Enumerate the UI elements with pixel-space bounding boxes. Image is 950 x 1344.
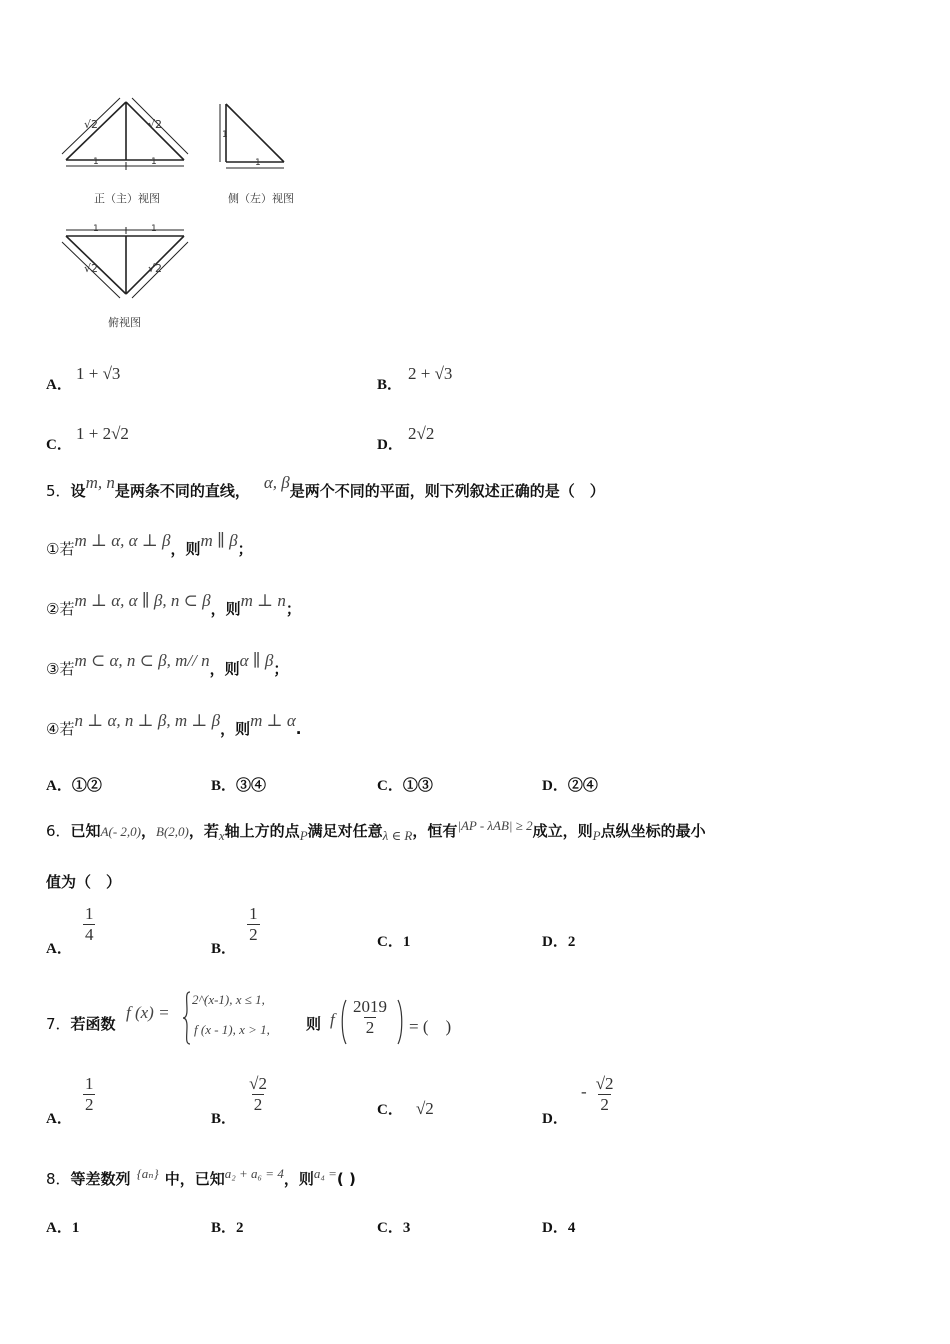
q7-option-b-letter: B． xyxy=(211,1111,237,1127)
q5-item-3-end: ； xyxy=(273,660,289,678)
q7-option-d-sign: - xyxy=(580,1082,587,1101)
q5-item-4-then: ，则 xyxy=(220,720,251,738)
q4-option-a-value: 1 + √3 xyxy=(76,364,121,383)
q5-item-1-concl: m ∥ β xyxy=(200,531,238,550)
q8-t3: ，则 xyxy=(283,1170,314,1188)
q7-option-b-den: 2 xyxy=(253,1095,263,1114)
q6-stem-line2: 值为（ ） xyxy=(46,873,122,891)
q8-sequence: {aₙ} xyxy=(136,1166,159,1181)
q6-lambda: λ ∈ R xyxy=(382,828,413,843)
q5-m-n: m, n xyxy=(85,473,115,492)
q8-option-c-letter: C． xyxy=(377,1220,403,1236)
q7-option-a-fraction xyxy=(83,1074,96,1115)
q5-option-a-letter: A． xyxy=(46,778,72,794)
q5-stem-mid: 是两条不同的直线， xyxy=(114,482,250,500)
top-edge-left-label: √2 xyxy=(84,262,99,275)
q7-option-d-fraction xyxy=(594,1074,616,1115)
side-height-label: 1 xyxy=(222,130,228,140)
q5-item-1-cond: m ⊥ α, α ⊥ β xyxy=(74,531,171,550)
q7-number: 7． xyxy=(46,1015,71,1033)
q4-option-d-letter: D． xyxy=(377,437,403,453)
q8-option-d-letter: D． xyxy=(542,1220,568,1236)
q6-p: P xyxy=(299,828,308,843)
q6-t2: ，若 xyxy=(188,822,219,840)
q7-option-c xyxy=(377,1098,434,1119)
q7-option-d xyxy=(542,1074,614,1127)
q6-option-d-value: 2 xyxy=(567,934,576,950)
q7-piecewise-brace xyxy=(182,990,192,1046)
q6-option-a-num: 1 xyxy=(84,904,94,923)
q7-t1: 若函数 xyxy=(70,1015,116,1033)
q5-item-2-then: ，则 xyxy=(210,600,241,618)
q4-option-b-value: 2 + √3 xyxy=(408,364,453,383)
q6-option-b-den: 2 xyxy=(249,925,258,944)
q5-item-2 xyxy=(46,591,301,619)
q5-item-3 xyxy=(46,651,289,679)
q5-item-2-end: ； xyxy=(285,600,301,618)
q7-case1: 2^(x-1), x ≤ 1, xyxy=(192,992,265,1007)
q7-tail: = ( ) xyxy=(409,1017,452,1036)
q5-item-1-end: ； xyxy=(237,540,253,558)
q8-t1: 等差数列 xyxy=(70,1170,131,1188)
front-view-figure xyxy=(60,96,190,174)
q5-option-c xyxy=(377,774,433,795)
q6-option-a-den: 4 xyxy=(84,925,94,944)
q8-stem xyxy=(46,1168,356,1189)
q7-option-a-num: 1 xyxy=(84,1074,94,1093)
q6-t1: 已知 xyxy=(70,822,101,840)
q5-item-4-end: . xyxy=(295,720,302,738)
q7-option-a xyxy=(46,1074,94,1127)
q6-point-a: A(- 2,0) xyxy=(100,824,141,839)
q7-option-b-num: √2 xyxy=(249,1074,267,1093)
q8-option-b-value: 2 xyxy=(236,1220,244,1236)
q5-option-a-value: ①② xyxy=(71,778,102,794)
q6-number: 6． xyxy=(46,822,71,840)
q5-stem-suffix: 是两个不同的平面，则下列叙述正确的是（ ） xyxy=(289,482,605,500)
q5-option-b-letter: B． xyxy=(211,778,237,794)
front-bottom-left-label: 1 xyxy=(93,157,99,167)
q6-option-a-fraction xyxy=(83,904,96,945)
q6-t4: 满足对任意 xyxy=(307,822,383,840)
q8-option-d-value: 4 xyxy=(567,1220,576,1236)
q5-option-a xyxy=(46,774,102,795)
q4-option-d-value: 2√2 xyxy=(408,424,435,443)
q7-f: f xyxy=(330,1010,335,1029)
q6-point-b: B(2,0) xyxy=(156,824,189,839)
q7-arg-den: 2 xyxy=(365,1018,375,1037)
front-bottom-right-label: 1 xyxy=(151,157,157,167)
q6-t7: 点纵坐标的最小 xyxy=(600,822,706,840)
q8-equation: a₂ + a₆ = 4 xyxy=(224,1166,284,1181)
q5-item-3-cond: m ⊂ α, n ⊂ β, m// n xyxy=(74,651,210,670)
q8-t2: 中，已知 xyxy=(164,1170,225,1188)
q8-option-a-letter: A． xyxy=(46,1220,72,1236)
q7-arg-fraction xyxy=(351,997,389,1038)
q6-x: x xyxy=(218,828,225,843)
q6-option-a-letter: A． xyxy=(46,941,72,957)
q6-option-a xyxy=(46,904,94,957)
q6-stem-line1 xyxy=(46,820,706,841)
top-right-label: 1 xyxy=(151,224,157,234)
q8-option-c-value: 3 xyxy=(402,1220,411,1236)
q7-fx: f (x) = xyxy=(126,1003,170,1022)
q5-item-1-mark: ①若 xyxy=(46,540,75,558)
q5-option-d-value: ②④ xyxy=(567,778,598,794)
q8-tail: ( ) xyxy=(336,1170,356,1188)
q5-item-4 xyxy=(46,711,302,739)
q5-item-1-then: ，则 xyxy=(170,540,201,558)
q8-option-a-value: 1 xyxy=(71,1220,80,1236)
q6-t3: 轴上方的点 xyxy=(224,822,300,840)
q7-option-a-den: 2 xyxy=(84,1095,94,1114)
q8-option-b-letter: B． xyxy=(211,1220,237,1236)
q4-option-a-letter: A． xyxy=(46,377,72,393)
q5-number: 5． xyxy=(46,482,71,500)
q5-item-3-then: ，则 xyxy=(209,660,240,678)
q6-option-b-num: 1 xyxy=(249,904,258,923)
q7-left-paren xyxy=(340,998,348,1046)
q7-option-d-num: √2 xyxy=(595,1074,614,1093)
q6-option-c-letter: C． xyxy=(377,934,403,950)
q7-arg-frac xyxy=(351,997,389,1038)
q5-stem-prefix: 设 xyxy=(70,482,86,500)
q7-then: 则 xyxy=(306,1015,322,1033)
q8-number: 8． xyxy=(46,1170,71,1188)
q6-option-b xyxy=(211,904,258,957)
q8-option-d xyxy=(542,1216,575,1237)
q5-option-d xyxy=(542,774,598,795)
q5-stem xyxy=(46,473,605,501)
q7-option-d-letter: D． xyxy=(542,1111,568,1127)
q5-option-b-value: ③④ xyxy=(236,778,267,794)
q7-option-b-fraction xyxy=(247,1074,269,1115)
q6-option-d xyxy=(542,930,575,951)
q5-item-1 xyxy=(46,531,253,559)
q6-comma: ， xyxy=(141,822,157,840)
q7-option-c-value: √2 xyxy=(415,1099,434,1118)
q5-item-2-cond: m ⊥ α, α ∥ β, n ⊂ β xyxy=(74,591,211,610)
front-edge-right-label: √2 xyxy=(148,118,163,131)
q7-arg-num: 2019 xyxy=(353,997,387,1016)
side-base-label: 1 xyxy=(255,158,261,168)
q5-item-4-mark: ④若 xyxy=(46,720,75,738)
q6-option-b-fraction xyxy=(247,904,260,945)
front-edge-left-label: √2 xyxy=(84,118,99,131)
front-view-label: 正（主）视图 xyxy=(94,192,160,205)
q6-t6: 成立，则 xyxy=(532,822,593,840)
top-view-label: 俯视图 xyxy=(108,316,141,329)
side-view-label: 侧（左）视图 xyxy=(228,192,294,205)
q6-t5: ，恒有 xyxy=(412,822,458,840)
top-edge-right-label: √2 xyxy=(148,262,163,275)
q5-item-3-mark: ③若 xyxy=(46,660,75,678)
q4-option-c-letter: C． xyxy=(46,437,72,453)
top-view-figure xyxy=(60,226,190,300)
q8-option-c xyxy=(377,1216,410,1237)
q7-right-paren xyxy=(396,998,404,1046)
q6-inequality: |AP - λAB| ≥ 2 xyxy=(457,818,533,833)
q6-option-d-letter: D． xyxy=(542,934,568,950)
q7-option-a-letter: A． xyxy=(46,1111,72,1127)
q5-item-3-concl: α ∥ β xyxy=(239,651,274,670)
q7-option-d-den: 2 xyxy=(600,1095,609,1114)
q6-option-c-value: 1 xyxy=(402,934,411,950)
q5-option-c-value: ①③ xyxy=(402,778,433,794)
q5-item-2-mark: ②若 xyxy=(46,600,75,618)
q6-option-b-letter: B． xyxy=(211,941,237,957)
q8-option-b xyxy=(211,1216,244,1237)
q7-stem-start xyxy=(46,1013,116,1034)
q6-p-2: P xyxy=(592,828,601,843)
q6-option-c xyxy=(377,930,410,951)
q8-option-a xyxy=(46,1216,79,1237)
q8-a4: a₄ = xyxy=(313,1166,337,1181)
q4-option-b-letter: B． xyxy=(377,377,403,393)
q4-option-c-value: 1 + 2√2 xyxy=(76,424,129,443)
q5-item-4-cond: n ⊥ α, n ⊥ β, m ⊥ β xyxy=(74,711,221,730)
q5-option-c-letter: C． xyxy=(377,778,403,794)
q7-option-b xyxy=(211,1074,267,1127)
q7-case2: f (x - 1), x > 1, xyxy=(194,1022,270,1037)
q5-item-4-concl: m ⊥ α xyxy=(250,711,296,730)
top-left-label: 1 xyxy=(93,224,99,234)
q5-alpha-beta: α, β xyxy=(263,473,290,492)
q5-option-b xyxy=(211,774,266,795)
q5-option-d-letter: D． xyxy=(542,778,568,794)
q7-option-c-letter: C． xyxy=(377,1102,403,1118)
q5-item-2-concl: m ⊥ n xyxy=(240,591,286,610)
